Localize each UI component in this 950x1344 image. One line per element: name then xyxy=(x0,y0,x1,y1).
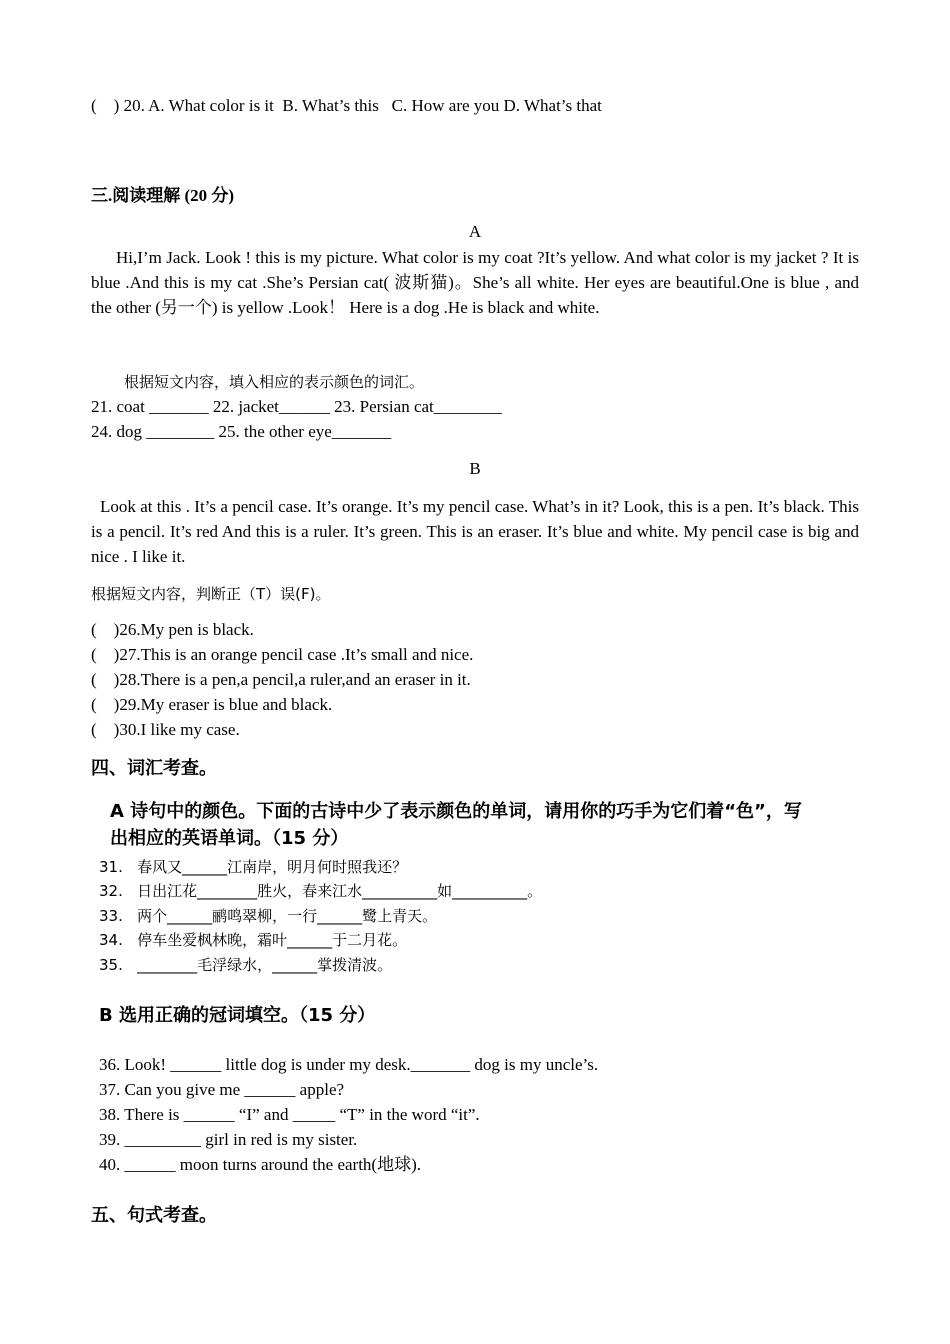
question-20: ( ) 20. A. What color is it B. What’s this C. How are you D. What’s that xyxy=(91,96,602,115)
poem-line: 31. 春风又______江南岸，明月何时照我还？ xyxy=(99,858,408,876)
article-question: 40. ______ moon turns around the earth(地球). xyxy=(99,1155,421,1174)
poem-line: 33. 两个______鹂鸣翠柳，一行______鹭上青天。 xyxy=(99,907,438,925)
article-question: 38. There is ______ “I” and _____ “T” in the word “it”. xyxy=(99,1105,480,1124)
article-question: 36. Look! ______ little dog is under my desk._______ dog is my uncle’s. xyxy=(99,1055,599,1074)
section-3-title: 三.阅读理解 (20 分) xyxy=(91,186,235,205)
passage-b-instruction: 根据短文内容，判断正（T）误(F)。 xyxy=(91,585,331,603)
passage-a-text: Hi,I’m Jack. Look ! this is my picture. What color is my coat ?It’s yellow. And what color is my jacket ? It is blue .And this is my cat .She’s Persian cat( 波斯猫)。She’s all white. Her eyes are beautiful.One is blue , and the other (另一个) is yellow .Look！ Here is a dog .He is black and white. xyxy=(91,248,859,317)
passage-b-label: B xyxy=(469,459,481,478)
passage-a-blanks-line-1: 21. coat _______ 22. jacket______ 23. Persian cat________ xyxy=(91,397,502,416)
poem-line: 32. 日出江花________胜火，春来江水__________如__________。 xyxy=(99,882,543,900)
passage-a-instruction: 根据短文内容，填入相应的表示颜色的词汇。 xyxy=(124,373,425,391)
section-4-title: 四、词汇考查。 xyxy=(91,758,217,779)
part-b-title: B 选用正确的冠词填空。（15 分） xyxy=(99,1005,376,1026)
part-a-title-line-1: A 诗句中的颜色。下面的古诗中少了表示颜色的单词，请用你的巧手为它们着“色”，写 xyxy=(110,801,802,822)
tf-item: ( )30.I like my case. xyxy=(91,720,240,739)
tf-item: ( )29.My eraser is blue and black. xyxy=(91,695,333,714)
article-question: 39. _________ girl in red is my sister. xyxy=(99,1130,358,1149)
passage-a-label: A xyxy=(468,222,482,241)
tf-item: ( )26.My pen is black. xyxy=(91,620,254,639)
passage-a-blanks-line-2: 24. dog ________ 25. the other eye_______ xyxy=(91,422,392,441)
poem-line: 35. ________毛浮绿水，______掌拨清波。 xyxy=(99,956,393,974)
tf-item: ( )27.This is an orange pencil case .It’s small and nice. xyxy=(91,645,474,664)
part-a-title-line-2: 出相应的英语单词。（15 分） xyxy=(110,828,349,849)
article-question: 37. Can you give me ______ apple? xyxy=(99,1080,345,1099)
poem-line: 34. 停车坐爱枫林晚，霜叶______于二月花。 xyxy=(99,931,408,949)
tf-item: ( )28.There is a pen,a pencil,a ruler,and an eraser in it. xyxy=(91,670,471,689)
passage-b-text: Look at this . It’s a pencil case. It’s orange. It’s my pencil case. What’s in it? Look, this is a pen. It’s black. This is a pencil. It’s red And this is a ruler. It’s green. This is an eraser. It’s blue and white. My pencil case is big and nice . I like it. xyxy=(91,497,859,566)
section-5-title: 五、句式考查。 xyxy=(91,1205,217,1226)
